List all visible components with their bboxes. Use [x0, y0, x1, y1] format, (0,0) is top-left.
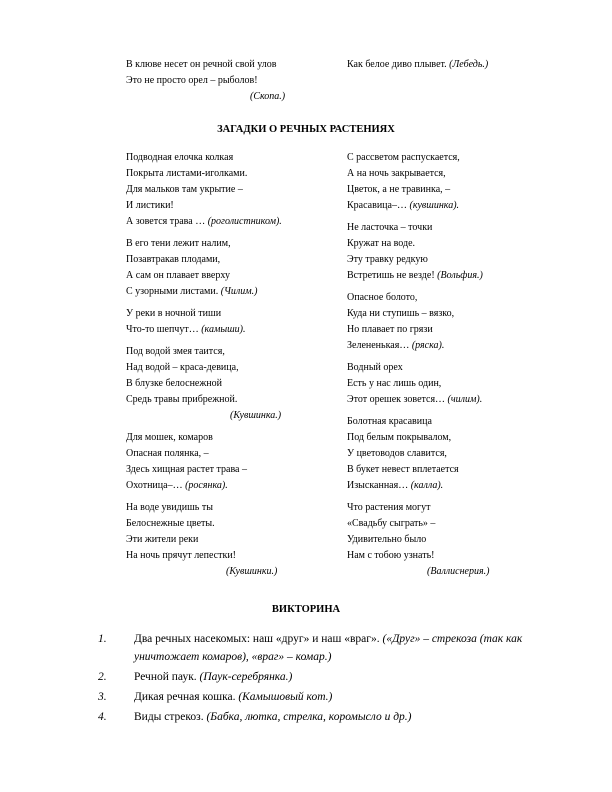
riddle-answer: (Скопа.) — [250, 91, 286, 102]
riddle-line: У реки в ночной тиши — [126, 308, 222, 319]
riddle-line — [126, 214, 336, 230]
riddle-answer: (калла). — [410, 480, 444, 491]
riddle — [347, 360, 547, 408]
quiz-answer: (Паук-серебрянка.) — [199, 671, 293, 683]
riddle-line: У цветоводов славится, — [347, 448, 447, 459]
riddle-line-text: С узорными листами. — [126, 286, 219, 297]
quiz-item-text — [134, 630, 538, 666]
riddle-line: Болотная красавица — [347, 416, 432, 427]
top-left-riddle — [126, 57, 336, 105]
quiz-answer: (Камышовый кот.) — [238, 691, 333, 703]
riddle-answer: (Лебедь.) — [449, 59, 489, 70]
quiz-item — [98, 668, 538, 686]
riddle-line: «Свадьбу сыграть» – — [347, 518, 436, 529]
riddle-line: Под водой змея таится, — [126, 346, 225, 357]
top-right-riddle — [347, 57, 547, 73]
riddle-line-text: Охотница–… — [126, 480, 183, 491]
quiz-answer: (Бабка, лютка, стрелка, коромысло и др.) — [206, 711, 412, 723]
riddle — [126, 150, 336, 230]
riddle-line: На воде увидишь ты — [126, 502, 213, 513]
riddle-line: Что растения могут — [347, 502, 431, 513]
riddle-line-text: Что-то шепчут… — [126, 324, 199, 335]
riddle-answer: (кувшинка). — [409, 200, 460, 211]
section-title-plants: ЗАГАДКИ О РЕЧНЫХ РАСТЕНИЯХ — [217, 124, 395, 135]
quiz-item-text — [134, 688, 538, 706]
quiz-list — [98, 630, 538, 728]
riddle-line: Но плавает по грязи — [347, 324, 433, 335]
riddle-line-text: Зелененькая… — [347, 340, 410, 351]
riddle — [126, 500, 336, 580]
riddle — [347, 220, 547, 284]
quiz-item-number: 1. — [98, 633, 107, 645]
quiz-question: Два речных насекомых: наш «друг» и наш «враг». — [134, 633, 380, 645]
riddle-answer: (Кувшинка.) — [230, 410, 282, 421]
riddle-line-text: Встретишь не везде! — [347, 270, 435, 281]
quiz-question: Речной паук. — [134, 671, 197, 683]
riddle-line: Цветок, а не травинка, – — [347, 184, 451, 195]
riddle-line: Куда ни ступишь – вязко, — [347, 308, 455, 319]
riddle-line: И листики! — [126, 200, 174, 211]
riddle-line: Опасная полянка, – — [126, 448, 209, 459]
riddle-answer: (Кувшинки.) — [226, 566, 278, 577]
quiz-item-text — [134, 668, 538, 686]
riddle-line — [347, 392, 547, 408]
riddle-line — [347, 57, 547, 73]
riddle-line: Опасное болото, — [347, 292, 418, 303]
riddle — [126, 236, 336, 300]
quiz-item — [98, 630, 538, 666]
quiz-item-number: 2. — [98, 671, 107, 683]
section-title-quiz: ВИКТОРИНА — [271, 604, 341, 615]
riddle-answer: (ряска). — [411, 340, 445, 351]
riddles-left-column — [126, 150, 336, 586]
riddle-answer: (роголистником). — [207, 216, 282, 227]
riddle-line: Здесь хищная растет трава – — [126, 464, 247, 475]
riddle-line — [126, 284, 336, 300]
riddle-answer: (чилим). — [447, 394, 483, 405]
riddle-line: В блузке белоснежной — [126, 378, 222, 389]
riddle-line: В его тени лежит налим, — [126, 238, 231, 249]
quiz-answer: («Друг» – стрекоза (так как уничтожает комаров), «враг» – комар.) — [134, 633, 523, 663]
riddle-line: А сам он плавает вверху — [126, 270, 230, 281]
riddle-line: Есть у нас лишь один, — [347, 378, 442, 389]
quiz-item-text — [134, 708, 538, 726]
quiz-item — [98, 708, 538, 726]
riddle — [126, 306, 336, 338]
riddle-line: Эту травку редкую — [347, 254, 428, 265]
riddle-line-text: Этот орешек зовется… — [347, 394, 446, 405]
riddle-line — [347, 268, 547, 284]
riddle-answer: (Чилим.) — [220, 286, 258, 297]
riddle-line: На ночь прячут лепестки! — [126, 550, 237, 561]
riddle-line: Над водой – краса-девица, — [126, 362, 239, 373]
riddle — [347, 290, 547, 354]
riddle-line — [126, 322, 336, 338]
riddle-line: Средь травы прибрежной. — [126, 394, 238, 405]
riddle-line: Подводная елочка колкая — [126, 152, 234, 163]
riddle-line-text: А зовется трава … — [126, 216, 206, 227]
riddle — [126, 344, 336, 424]
riddle-answer: (Валлиснерия.) — [427, 566, 490, 577]
riddle-line: Эти жители реки — [126, 534, 199, 545]
riddle-line: С рассветом распускается, — [347, 152, 460, 163]
riddle-line — [347, 338, 547, 354]
riddle — [126, 430, 336, 494]
riddle-line: Нам с тобою узнать! — [347, 550, 435, 561]
riddle-line: Белоснежные цветы. — [126, 518, 215, 529]
riddle-line: Не ласточка – точки — [347, 222, 433, 233]
quiz-item — [98, 688, 538, 706]
quiz-item-number: 3. — [98, 691, 107, 703]
riddle — [347, 150, 547, 214]
riddle-line — [347, 198, 547, 214]
riddle-line: Это не просто орел – рыболов! — [126, 75, 258, 86]
riddle-line: Под белым покрывалом, — [347, 432, 452, 443]
quiz-question: Виды стрекоз. — [134, 711, 204, 723]
riddle-line: Для мошек, комаров — [126, 432, 213, 443]
riddle-answer: (Вольфия.) — [437, 270, 483, 281]
riddle-line-text: Изысканная… — [347, 480, 409, 491]
riddle-line: Для мальков там укрытие – — [126, 184, 243, 195]
riddle-line-text: Как белое диво плывет. — [347, 59, 447, 70]
riddle-line: Удивительно было — [347, 534, 427, 545]
quiz-item-number: 4. — [98, 711, 107, 723]
riddle-answer: (росянка). — [185, 480, 228, 491]
riddle-line: Водный орех — [347, 362, 403, 373]
riddles-right-column — [347, 150, 547, 586]
riddle-line: Позавтракав плодами, — [126, 254, 221, 265]
riddle-answer: (камыши). — [201, 324, 246, 335]
riddle-line: В клюве несет он речной свой улов — [126, 59, 277, 70]
riddle-line: А на ночь закрывается, — [347, 168, 446, 179]
riddle — [347, 414, 547, 494]
riddle-line — [347, 478, 547, 494]
riddle — [347, 500, 547, 580]
quiz-question: Дикая речная кошка. — [134, 691, 236, 703]
riddle-line-text: Красавица–… — [347, 200, 407, 211]
riddle-line: Кружат на воде. — [347, 238, 416, 249]
riddle-line — [126, 478, 336, 494]
riddle-line: Покрыта листами-иголками. — [126, 168, 248, 179]
riddle-line: В букет невест вплетается — [347, 464, 459, 475]
